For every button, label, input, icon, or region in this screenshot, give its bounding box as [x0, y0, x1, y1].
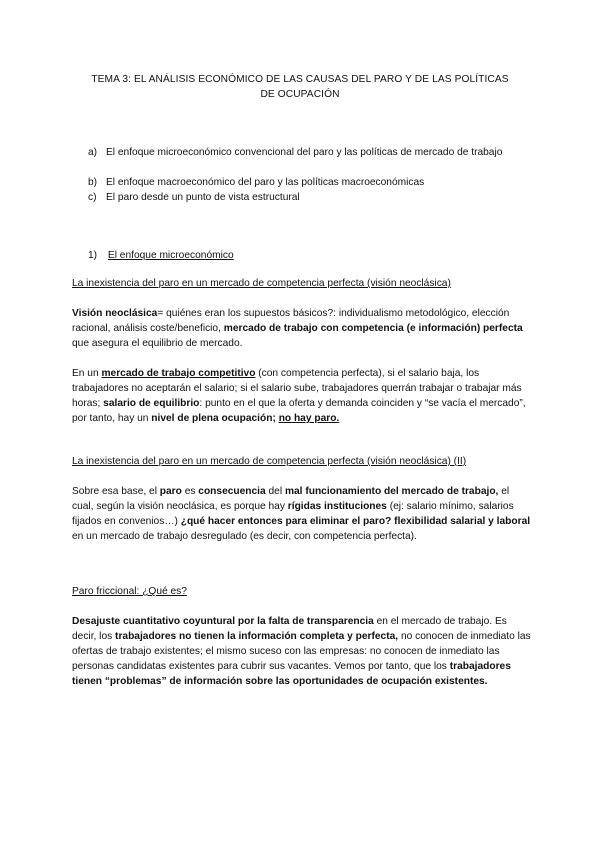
outline-text: El paro desde un punto de vista estructural	[106, 192, 300, 203]
title-line-2: DE OCUPACIÓN	[260, 89, 340, 100]
block3-paragraph-1: Desajuste cuantitativo coyuntural por la falta de transparencia en el mercado de trabajo. Es decir, los trabajadores no tienen la información completa y perfecta, no conocen de inmediato las ofertas de trabajo existentes; el mismo suceso con las empresas: no conocen de inmediato las personas candidatas existentes para cubrir sus vacantes. Vemos por tanto, que los trabajadores tienen “problemas” de información sobre las oportunidades de ocupación existentes.	[72, 616, 531, 687]
block2-paragraph-1: Sobre esa base, el paro es consecuencia del mal funcionamiento del mercado de trabajo, el cual, según la visión neoclásica, es porque hay rígidas instituciones (ej: salario mínimo, salarios fijados en convenios…) ¿qué hacer entonces para eliminar el paro? flexibilidad salarial y laboral en un mercado de trabajo desregulado (es decir, con competencia perfecta).	[72, 486, 531, 542]
section-number: 1)	[88, 250, 98, 261]
outline-marker: a)	[88, 147, 98, 158]
outline-marker: b)	[88, 177, 98, 188]
outline-item-b	[88, 175, 518, 190]
block1-paragraph-1: Visión neoclásica= quiénes eran los supuestos básicos?: individualismo metodológico, elección racional, análisis coste/beneficio, mercado de trabajo con competencia (e información) perfecta que asegura el equilibrio de mercado.	[72, 308, 523, 349]
section-title: El enfoque microeconómico	[107, 250, 234, 261]
section-1-heading	[88, 248, 234, 263]
outline-text: El enfoque macroeconómico del paro y las políticas macroeconómicas	[106, 177, 425, 188]
block1-heading: La inexistencia del paro en un mercado de competencia perfecta (visión neoclásica)	[72, 278, 451, 289]
page-title	[60, 72, 540, 102]
block3-heading: Paro friccional: ¿Qué es?	[72, 586, 187, 597]
outline-marker: c)	[88, 192, 97, 203]
title-line-1: TEMA 3: EL ANÁLISIS ECONÓMICO DE LAS CAUSAS DEL PARO Y DE LAS POLÍTICAS	[91, 74, 509, 85]
block2-heading: La inexistencia del paro en un mercado de competencia perfecta (visión neoclásica) (II)	[72, 456, 467, 467]
outline-item-a	[88, 145, 518, 160]
outline-item-c	[88, 190, 518, 205]
block1-paragraph-2: En un mercado de trabajo competitivo (con competencia perfecta), si el salario baja, los trabajadores no aceptarán el salario; si el salario sube, trabajadores querrán trabajar o trabajar más horas; salario de equilibrio: punto en el que la oferta y demanda coinciden y “se vacía el mercado”, por tanto, hay un nivel de plena ocupación; no hay paro.	[72, 368, 526, 424]
outline-text: El enfoque microeconómico convencional del paro y las políticas de mercado de trabajo	[106, 147, 503, 158]
